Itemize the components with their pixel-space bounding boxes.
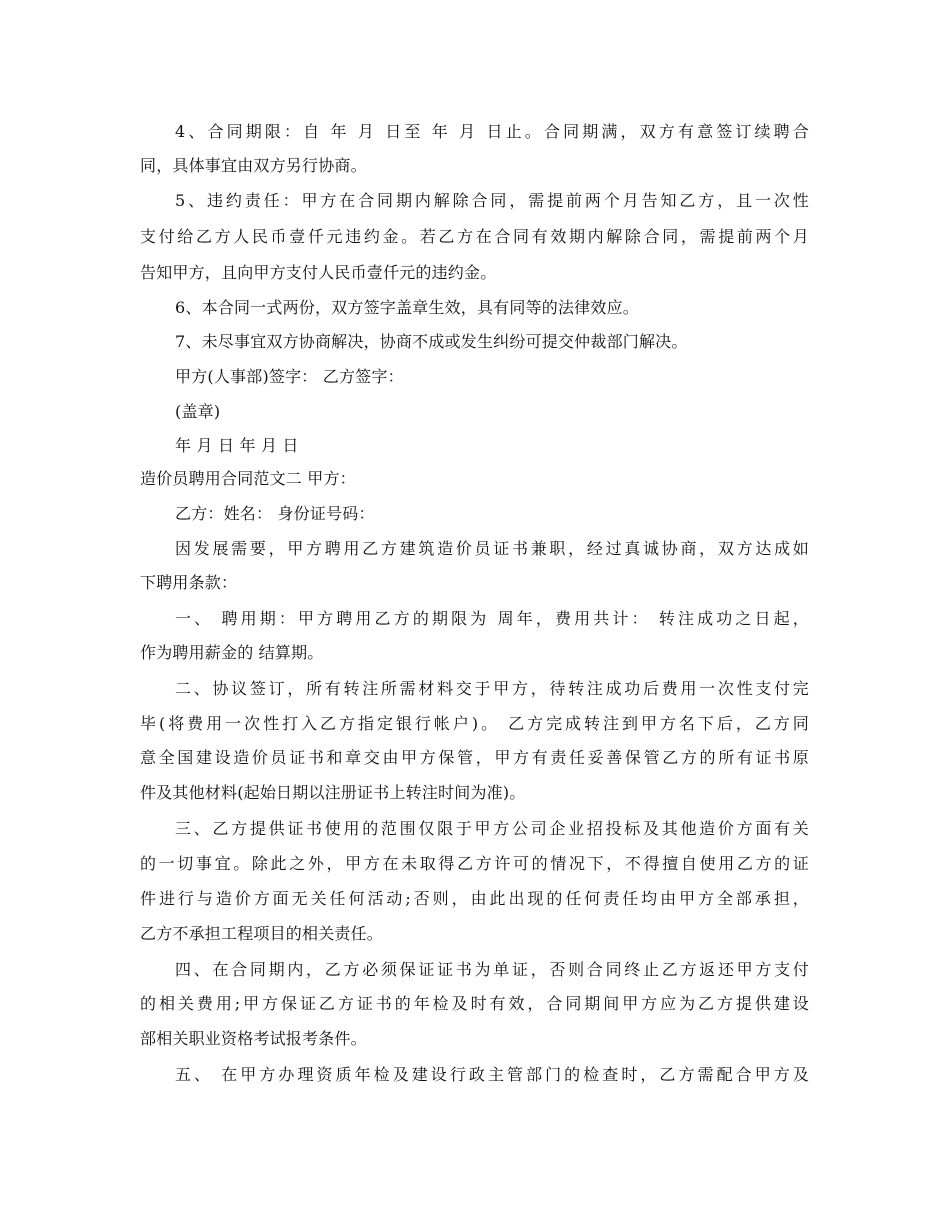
text-line-term-4: 四、在合同期内，乙方必须保证证书为单证，否则合同终止乙方返还甲方支付: [175, 961, 809, 979]
text-line-clause-5-cont-2: 告知甲方，且向甲方支付人民币壹仟元的违约金。: [140, 263, 497, 282]
signature-line: 甲方(人事部)签字： 乙方签字：: [175, 367, 404, 386]
text-line-clause-7: 7、未尽事宜双方协商解决，协商不成或发生纠纷可提交仲裁部门解决。: [175, 332, 688, 351]
section-heading: 造价员聘用合同范文二 甲方：: [140, 469, 356, 488]
text-line-clause-5: 5、违约责任：甲方在合同期内解除合同，需提前两个月告知乙方，且一次性: [175, 192, 809, 210]
text-line-term-2-cont-1: 毕(将费用一次性打入乙方指定银行帐户)。 乙方完成转注到甲方名下后，乙方同: [140, 715, 809, 733]
party-b-line: 乙方：姓名： 身份证号码：: [175, 504, 375, 523]
text-line-term-5: 五、 在甲方办理资质年检及建设行政主管部门的检查时，乙方需配合甲方及: [175, 1066, 809, 1084]
text-line-intro-cont: 下聘用条款：: [140, 573, 238, 592]
text-line-term-4-cont-2: 部相关职业资格考试报考条件。: [140, 1029, 367, 1048]
text-line-term-3-cont-3: 乙方不承担工程项目的相关责任。: [140, 924, 384, 943]
text-line-term-3: 三、乙方提供证书使用的范围仅限于甲方公司企业招投标及其他造价方面有关: [175, 820, 809, 838]
text-line-clause-6: 6、本合同一式两份，双方签字盖章生效，具有同等的法律效应。: [175, 298, 639, 317]
text-line-clause-5-cont-1: 支付给乙方人民币壹仟元违约金。若乙方在合同有效期内解除合同，需提前两个月: [140, 228, 809, 246]
text-line-term-2-cont-3: 件及其他材料(起始日期以注册证书上转注时间为准)。: [140, 783, 526, 802]
text-line-intro: 因发展需要，甲方聘用乙方建筑造价员证书兼职，经过真诚协商，双方达成如: [175, 540, 809, 558]
text-line-term-2-cont-2: 意全国建设造价员证书和章交由甲方保管，甲方有责任妥善保管乙方的所有证书原: [140, 749, 809, 767]
text-line-term-1-cont: 作为聘用薪金的 结算期。: [140, 643, 324, 662]
text-line-term-2: 二、协议签订，所有转注所需材料交于甲方，待转注成功后费用一次性支付完: [175, 680, 809, 698]
text-line-term-3-cont-1: 的一切事宜。除此之外，甲方在未取得乙方许可的情况下，不得擅自使用乙方的证: [140, 855, 809, 873]
text-line-clause-4: 4、合同期限：自 年 月 日至 年 月 日止。合同期满，双方有意签订续聘合: [175, 123, 809, 141]
text-line-clause-4-cont: 同，具体事宜由双方另行协商。: [140, 156, 367, 175]
text-line-term-1: 一、 聘用期：甲方聘用乙方的期限为 周年，费用共计： 转注成功之日起，: [175, 610, 809, 628]
text-line-term-3-cont-2: 件进行与造价方面无关任何活动;否则，由此出现的任何责任均由甲方全部承担，: [140, 890, 809, 908]
text-line-term-4-cont-1: 的相关费用;甲方保证乙方证书的年检及时有效，合同期间甲方应为乙方提供建设: [140, 995, 809, 1013]
seal-line: (盖章): [175, 402, 221, 421]
date-line: 年 月 日 年 月 日: [175, 436, 299, 455]
